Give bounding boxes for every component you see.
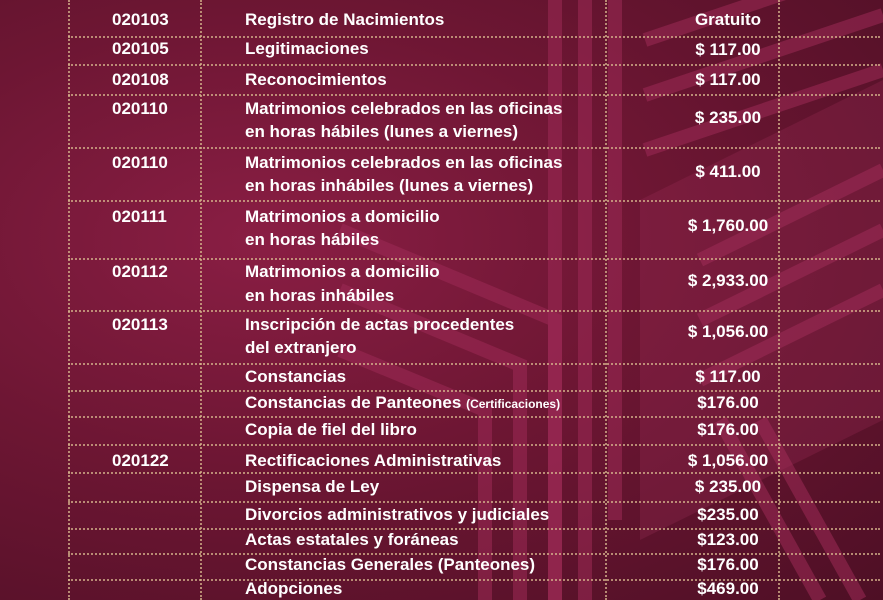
service-description: en horas hábiles: [245, 230, 380, 249]
table-row: [68, 553, 880, 581]
service-description: Matrimonios celebrados en las oficinas: [245, 153, 563, 172]
table-row: [68, 579, 880, 600]
service-description: Constancias Generales (Panteones): [245, 555, 536, 574]
service-code: 020105: [112, 39, 169, 58]
service-code: 020112: [112, 262, 168, 281]
table-row: [68, 416, 880, 446]
service-description: Matrimonios celebrados en las oficinas: [245, 99, 563, 118]
service-price: $176.00: [697, 393, 759, 412]
service-code: 020111: [112, 207, 167, 226]
service-code: 020110: [112, 153, 168, 172]
service-price: $176.00: [697, 555, 759, 574]
service-description: Matrimonios a domicilio: [245, 207, 440, 226]
service-description: del extranjero: [245, 338, 357, 357]
service-code: 020103: [112, 10, 169, 29]
service-description: Legitimaciones: [245, 39, 369, 58]
service-description: Matrimonios a domicilio: [245, 262, 440, 281]
table-row: [68, 390, 880, 418]
service-price: $469.00: [697, 579, 759, 598]
service-price: $235.00: [697, 505, 759, 524]
table-row: [68, 94, 880, 149]
table-row: [68, 363, 880, 392]
service-price: $ 1,056.00: [687, 322, 769, 341]
service-price: Gratuito: [694, 10, 762, 29]
service-code: 020108: [112, 70, 169, 89]
service-description: [245, 392, 560, 415]
service-description: Adopciones: [245, 579, 343, 598]
service-description: en horas hábiles (lunes a viernes): [245, 122, 519, 141]
service-description: Copia de fiel del libro: [245, 420, 417, 439]
service-price: $123.00: [697, 530, 759, 549]
table-row: [68, 258, 880, 312]
service-price: $ 235.00: [694, 477, 762, 496]
service-description: Registro de Nacimientos: [245, 10, 445, 29]
service-description: Reconocimientos: [245, 70, 387, 89]
service-price: $176.00: [697, 420, 759, 439]
table-row: [68, 200, 880, 260]
service-price: $ 2,933.00: [687, 271, 769, 290]
service-description: Actas estatales y foráneas: [245, 530, 459, 549]
service-price: $ 411.00: [695, 162, 761, 181]
table-row: [68, 528, 880, 555]
table-row: [68, 472, 880, 503]
service-description: Dispensa de Ley: [245, 477, 380, 496]
table-row: [68, 310, 880, 365]
service-price: $ 117.00: [695, 367, 761, 386]
service-price: $ 117.00: [695, 40, 761, 59]
service-description: en horas inhábiles: [245, 286, 395, 305]
service-description: Rectificaciones Administrativas: [245, 451, 502, 470]
service-description-text: Constancias de Panteones: [245, 393, 462, 412]
service-description-note: (Certificaciones): [466, 397, 561, 411]
table-row: [68, 0, 880, 38]
table-row: [68, 147, 880, 202]
table-row: [68, 444, 880, 474]
service-price: $ 1,056.00: [687, 451, 769, 470]
service-price: $ 1,760.00: [687, 216, 769, 235]
service-description: Inscripción de actas procedentes: [245, 315, 515, 334]
service-code: 020113: [112, 315, 168, 334]
service-description: en horas inhábiles (lunes a viernes): [245, 176, 534, 195]
service-description: Constancias: [245, 367, 347, 386]
table-row: [68, 64, 880, 96]
service-code: 020110: [112, 99, 168, 118]
service-description: Divorcios administrativos y judiciales: [245, 505, 550, 524]
service-price: $ 117.00: [695, 70, 761, 89]
table-row: [68, 36, 880, 66]
service-price: $ 235.00: [694, 108, 762, 127]
service-code: 020122: [112, 451, 169, 470]
table-row: [68, 501, 880, 530]
